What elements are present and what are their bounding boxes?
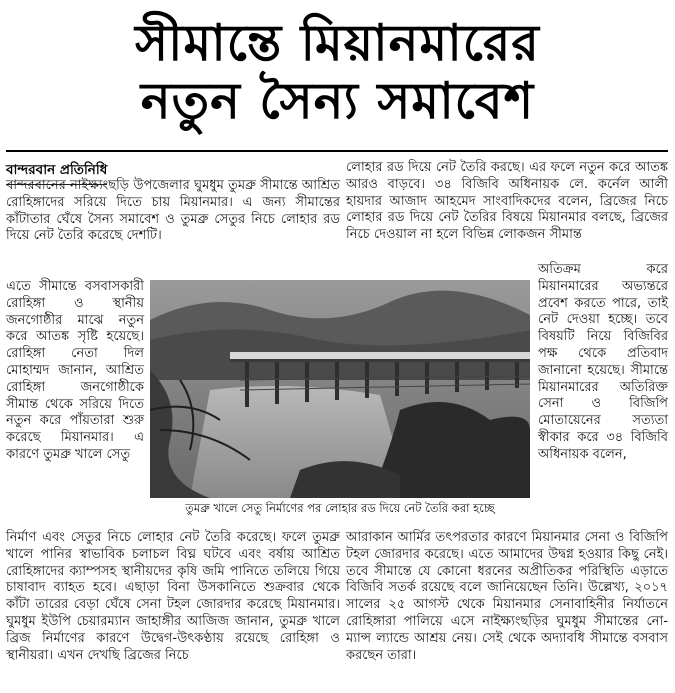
article-left-narrow: এতে সীমান্তে বসবাসকারী রোহিঙ্গা ও স্থানীয় জনগোষ্ঠীর মাঝে নতুন করে আতঙ্ক সৃষ্টি হয়েছে। রোহিঙ্গা নেতা দিল মোহাম্মদ জানান, আশ্রিত রোহিঙ্গা জনগোষ্ঠীকে সীমান্ত থেকে সরিয়ে দিতে নতুন করে পাঁয়তারা শুরু করেছে মিয়ানমার। এ কারণে তুমব্রু খালে সেতু — [6, 279, 144, 462]
photo-caption: তুমব্রু খালে সেতু নির্মাণের পর লোহার রড দিয়ে নেট তৈরি করা হচ্ছে — [185, 501, 495, 515]
headline-divider — [6, 150, 668, 152]
headline-line-2: নতুন সৈন্য সমাবেশ — [140, 72, 535, 130]
photo-bridge-illustration — [150, 280, 530, 498]
headline-line-1: সীমান্তে মিয়ানমারের — [135, 14, 540, 72]
article-right-narrow: অতিক্রম করে মিয়ানমারের অভ্যন্তরে প্রবেশ করতে পারে, তাই নেট দেওয়া হচ্ছে। তবে বিষয়টি নিয়ে বিজিবির পক্ষ থেকে প্রতিবাদ জানানো হয়েছে। সীমান্তে মিয়ানমারের অতিরিক্ত সেনা ও বিজিপি মোতায়েনের সত্যতা স্বীকার করে ৩৪ বিজিবি অধিনায়ক বলেন, — [538, 262, 668, 462]
byline: বান্দরবান প্রতিনিধি — [6, 159, 107, 185]
article-left-top: বান্দরবানের নাইক্ষ্যংছড়ি উপজেলার ঘুমধুম তুমব্রু সীমান্তে আশ্রিত রোহিঙ্গাদের সরিয়ে দিতে চায় মিয়ানমার। এ জন্য সীমান্তের কাঁটাতার ঘেঁষে সৈন্য সমাবেশ ও তুমব্রু সেতুর নিচে লোহার রড দিয়ে নেট তৈরি করেছে দেশটি। — [6, 178, 340, 244]
news-photo — [150, 280, 530, 498]
headline — [0, 14, 675, 130]
article-left-bottom: নির্মাণ এবং সেতুর নিচে লোহার নেট তৈরি করেছে। ফলে তুমব্রু খালে পানির স্বাভাবিক চলাচল বিঘ্ন ঘটবে এবং বর্ষায় আশ্রিত রোহিঙ্গাদের ক্যাম্পসহ স্থানীয়দের কৃষি জমি পানিতে তলিয়ে গিয়ে চাষাবাদ ব্যাহত হবে। এছাড়া বিনা উসকানিতে শুক্রবার থেকে কাঁটা তারের বেড়া ঘেঁষে সেনা টহল জোরদার করেছে মিয়ানমার। ঘুমধুম ইউপি চেয়ারম্যান জাহাঙ্গীর আজিজ জানান, তুমব্রু খালে ব্রিজ নির্মাণের কারণে উদ্বেগ-উৎকণ্ঠায় রয়েছে রোহিঙ্গা ও স্থানীয়রা। এখন দেখছি ব্রিজের নিচে — [6, 530, 340, 663]
article-right-top: লোহার রড দিয়ে নেট তৈরি করছে। এর ফলে নতুন করে আতঙ্ক আরও বাড়বে। ৩৪ বিজিবি অধিনায়ক লে. কর্নেল আলী হায়দার আজাদ আহমেদ সাংবাদিকদের বলেন, ব্রিজের নিচে লোহার রড দিয়ে নেট তৈরির বিষয়ে মিয়ানমার বলছে, ব্রিজের নিচে দেওয়াল না হলে বিভিন্ন লোকজন সীমান্ত — [346, 160, 668, 243]
article-right-bottom: আরাকান আর্মির তৎপরতার কারণে মিয়ানমার সেনা ও বিজিপি টহল জোরদার করেছে। এতে আমাদের উদ্বগ্ন হওয়ার কিছু নেই। তবে সীমান্তে যে কোনো ধরনের অপ্রীতিকর পরিস্থিতি এড়াতে বিজিবি সতর্ক রয়েছে বলে জানিয়েছেন তিনি। উল্লেখ্য, ২০১৭ সালের ২৫ আগস্ট থেকে মিয়ানমার সেনাবাহিনীর নির্যাতনে রোহিঙ্গারা পালিয়ে এসে নাইক্ষ্যংছড়ির ঘুমধুম সীমান্তের নো-ম্যান্স ল্যান্ডে আশ্রয় নেয়। সেই থেকে অদ্যাবধি সীমান্তে বসবাস করছেন তারা। — [346, 530, 668, 663]
